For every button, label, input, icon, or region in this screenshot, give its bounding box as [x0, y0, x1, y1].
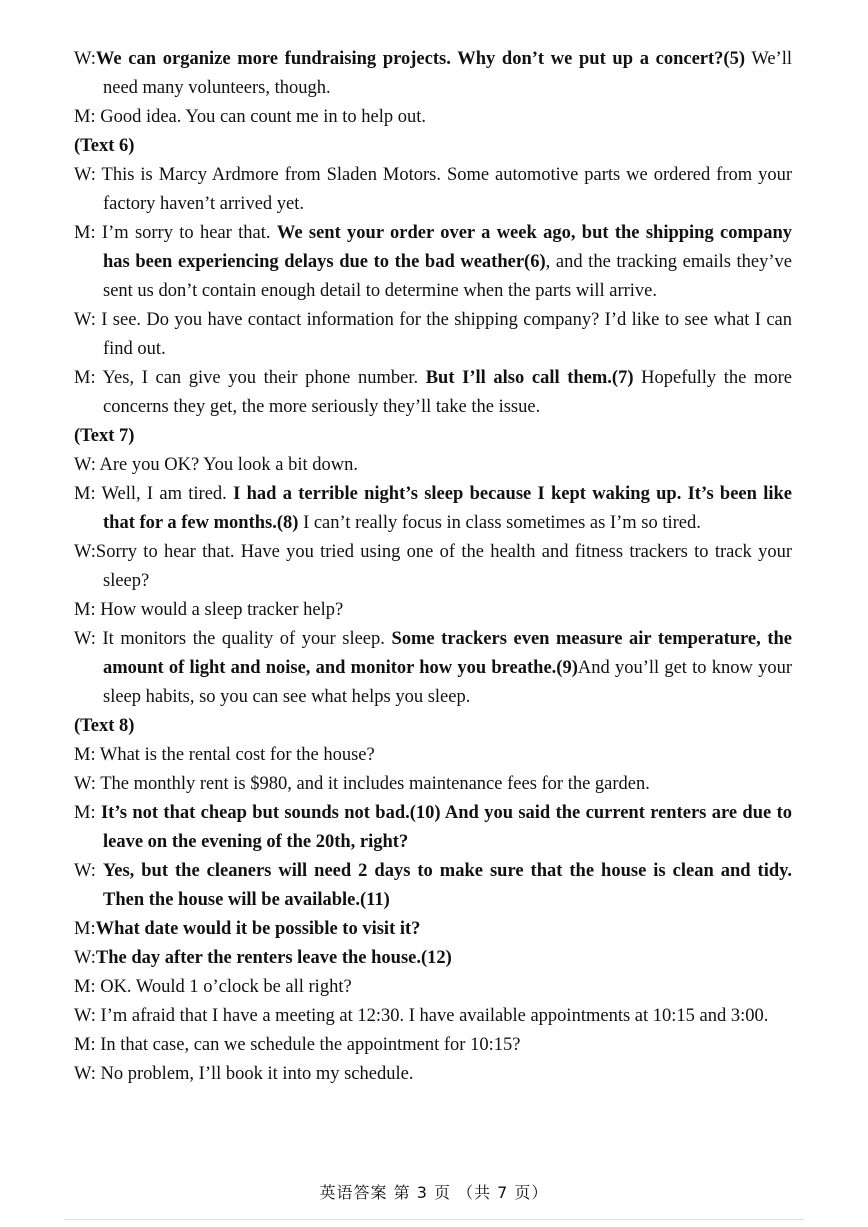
- dialogue-text: M: OK. Would 1 o’clock be all right?: [74, 977, 352, 997]
- dialogue-text: We’ll need many volunteers, though.: [103, 49, 792, 98]
- answer-highlight: I had a terrible night’s sleep because I kept waking up. It’s been like that for a few months.(8): [103, 484, 793, 533]
- dialogue-text: M:: [74, 803, 101, 823]
- page-footer: 英语答案 第 3 页 （共 7 页）: [319, 1183, 549, 1202]
- dialogue-line: [74, 480, 792, 538]
- section-heading: [74, 712, 792, 741]
- footer-rule: [64, 1219, 804, 1220]
- answer-highlight: It’s not that cheap but sounds not bad.(10) And you said the current renters are due to leave on the evening of the 20th, right?: [100, 803, 792, 852]
- dialogue-line: [74, 1002, 792, 1031]
- dialogue-line: [74, 915, 792, 944]
- dialogue-text: , and the tracking emails they’ve sent us don’t contain enough detail to determine when the parts will arrive.: [103, 252, 792, 301]
- dialogue-line: [74, 451, 792, 480]
- dialogue-line: [74, 219, 792, 306]
- dialogue-text: W:: [74, 49, 96, 69]
- answer-highlight: Yes, but the cleaners will need 2 days to make sure that the house is clean and tidy. Then the house will be available.(11): [102, 861, 792, 910]
- dialogue-line: [74, 45, 792, 103]
- dialogue-line: [74, 538, 792, 596]
- dialogue-text: M: Well, I am tired.: [74, 484, 234, 504]
- answer-highlight: (Text 7): [74, 426, 135, 446]
- dialogue-text: W: This is Marcy Ardmore from Sladen Motors. Some automotive parts we ordered from your factory haven’t arrived yet.: [74, 165, 792, 214]
- section-heading: [74, 132, 792, 161]
- answer-highlight: (Text 6): [74, 136, 135, 156]
- answer-highlight: (Text 8): [74, 716, 135, 736]
- dialogue-text: M: How would a sleep tracker help?: [74, 600, 344, 620]
- dialogue-text: W: I’m afraid that I have a meeting at 12:30. I have available appointments at 10:15 and 3:00.: [74, 1006, 769, 1026]
- dialogue-text: M:: [74, 919, 96, 939]
- answer-highlight: But I’ll also call them.(7): [425, 368, 634, 388]
- dialogue-line: [74, 944, 792, 973]
- dialogue-text: W:Sorry to hear that. Have you tried using one of the health and fitness trackers to track your sleep?: [74, 542, 792, 591]
- dialogue-transcript: [74, 45, 792, 1089]
- dialogue-text: M: Good idea. You can count me in to help out.: [74, 107, 426, 127]
- dialogue-text: M: I’m sorry to hear that.: [74, 223, 277, 243]
- dialogue-line: [74, 1031, 792, 1060]
- dialogue-text: W: It monitors the quality of your sleep.: [74, 629, 392, 649]
- dialogue-line: [74, 625, 792, 712]
- dialogue-text: I can’t really focus in class sometimes as I’m so tired.: [298, 513, 701, 533]
- dialogue-line: [74, 103, 792, 132]
- dialogue-line: [74, 857, 792, 915]
- dialogue-line: [74, 770, 792, 799]
- dialogue-text: Hopefully the more concerns they get, the more seriously they’ll take the issue.: [103, 368, 792, 417]
- dialogue-text: M: Yes, I can give you their phone number.: [74, 368, 426, 388]
- dialogue-line: [74, 973, 792, 1002]
- section-heading: [74, 422, 792, 451]
- dialogue-text: M: What is the rental cost for the house?: [74, 745, 375, 765]
- dialogue-text: And you’ll get to know your sleep habits, so you can see what helps you sleep.: [103, 658, 792, 707]
- dialogue-text: W: Are you OK? You look a bit down.: [74, 455, 358, 475]
- dialogue-line: [74, 741, 792, 770]
- dialogue-text: M: In that case, can we schedule the appointment for 10:15?: [74, 1035, 521, 1055]
- dialogue-text: W:: [74, 861, 103, 881]
- answer-highlight: What date would it be possible to visit it?: [95, 919, 421, 939]
- answer-highlight: The day after the renters leave the house.(12): [95, 948, 452, 968]
- dialogue-line: [74, 161, 792, 219]
- dialogue-line: [74, 1060, 792, 1089]
- answer-highlight: We can organize more fundraising projects. Why don’t we put up a concert?(5): [95, 49, 745, 69]
- dialogue-text: W: I see. Do you have contact information for the shipping company? I’d like to see what I can find out.: [74, 310, 792, 359]
- answer-highlight: We sent your order over a week ago, but the shipping company has been experiencing delays due to the bad weather(6): [103, 223, 792, 272]
- dialogue-line: [74, 596, 792, 625]
- dialogue-line: [74, 799, 792, 857]
- answer-highlight: Some trackers even measure air temperature, the amount of light and noise, and monitor how you breathe.(9): [103, 629, 792, 678]
- dialogue-text: W: The monthly rent is $980, and it includes maintenance fees for the garden.: [74, 774, 650, 794]
- dialogue-line: [74, 364, 792, 422]
- dialogue-text: W: No problem, I’ll book it into my schedule.: [74, 1064, 414, 1084]
- dialogue-text: W:: [74, 948, 96, 968]
- dialogue-line: [74, 306, 792, 364]
